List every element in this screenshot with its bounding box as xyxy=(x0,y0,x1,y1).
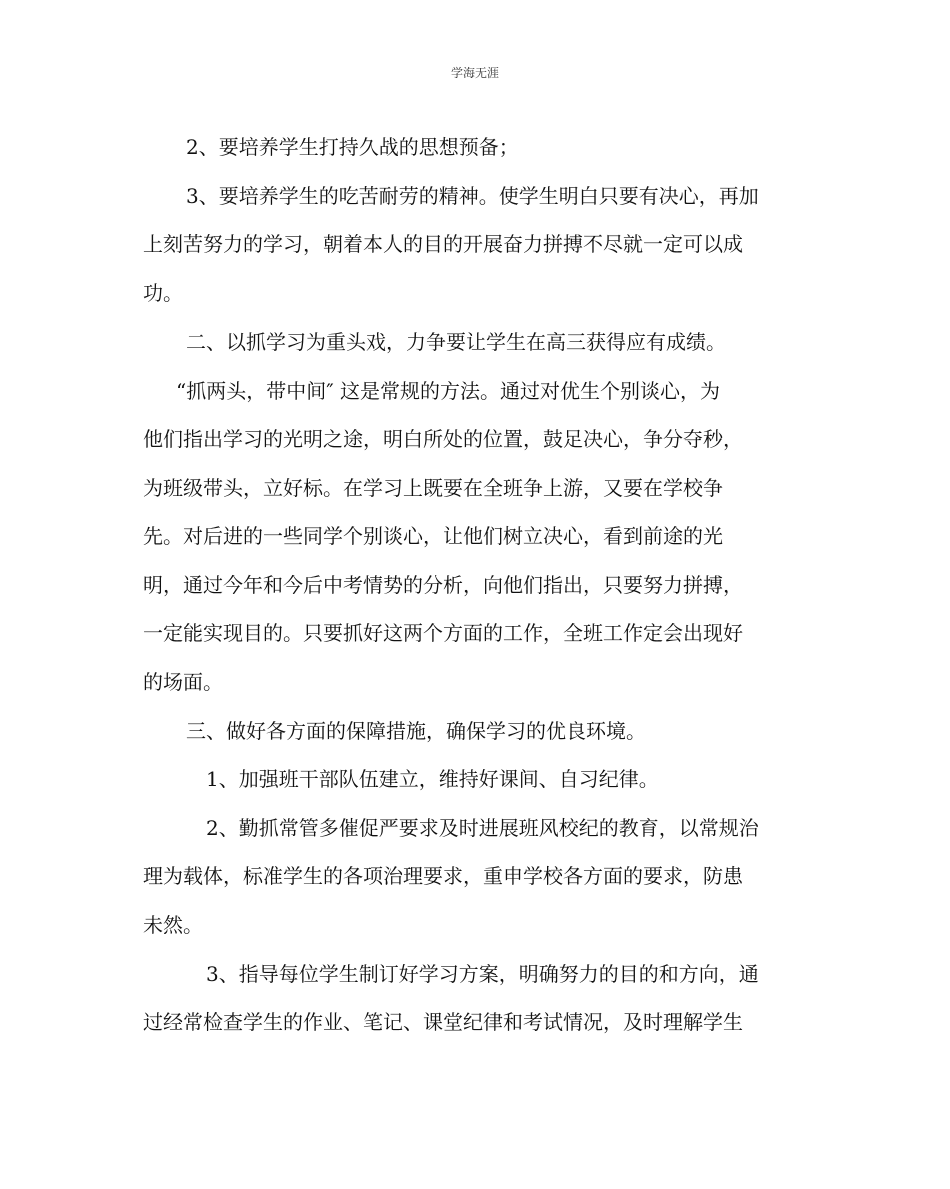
section-heading: 三、做好各方面的保障措施，确保学习的优良环境。 xyxy=(186,719,646,743)
paragraph-line: 2、要培养学生打持久战的思想预备； xyxy=(186,135,519,159)
paragraph-line: 功。 xyxy=(143,281,183,305)
paragraph-line: 的场面。 xyxy=(143,670,223,694)
paragraph-line: 3、指导每位学生制订好学习方案，明确努力的目的和方向，通 xyxy=(206,962,759,986)
paragraph-line: 一定能实现目的。只要抓好这两个方面的工作，全班工作定会出现好 xyxy=(143,621,743,645)
paragraph-line: 他们指出学习的光明之途，明白所处的位置，鼓足决心，争分夺秒， xyxy=(143,427,743,451)
paragraph-line: 3、要培养学生的吃苦耐劳的精神。使学生明白只要有决心，再加 xyxy=(186,184,759,208)
paragraph-line: 2、勤抓常管多催促严要求及时进展班风校纪的教育，以常规治 xyxy=(206,816,759,840)
paragraph-line: 未然。 xyxy=(143,913,203,937)
section-heading: 二、以抓学习为重头戏，力争要让学生在高三获得应有成绩。 xyxy=(186,330,726,354)
paragraph-line: 明，通过今年和今后中考情势的分析，向他们指出，只要努力拼搏， xyxy=(143,573,743,597)
paragraph-line: 1、加强班干部队伍建立，维持好课间、自习纪律。 xyxy=(206,767,659,791)
paragraph-line: 理为载体，标准学生的各项治理要求，重申学校各方面的要求，防患 xyxy=(143,864,743,888)
paragraph-line: 先。对后进的一些同学个别谈心，让他们树立决心，看到前途的光 xyxy=(143,524,723,548)
page-header: 学海无涯 xyxy=(450,66,499,80)
paragraph-line: “抓两头，带中间″ 这是常规的方法。通过对优生个别谈心，为 xyxy=(176,379,721,403)
paragraph-line: 为班级带头，立好标。在学习上既要在全班争上游，又要在学校争 xyxy=(143,476,723,500)
paragraph-line: 上刻苦努力的学习，朝着本人的目的开展奋力拼搏不尽就一定可以成 xyxy=(143,232,743,256)
paragraph-line: 过经常检查学生的作业、笔记、课堂纪律和考试情况，及时理解学生 xyxy=(143,1010,743,1034)
